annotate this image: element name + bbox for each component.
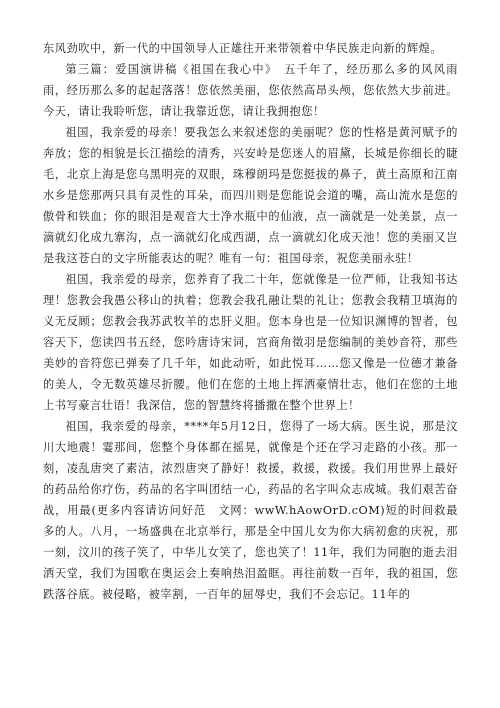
document-body: [43, 38, 458, 605]
paragraph-1: 东风劲吹中，新一代的中国领导人正雄往开来带领着中华民族走向新的辉煌。: [43, 42, 443, 55]
paragraph-3: 祖国，我亲爱的母亲！要我怎么来叙述您的美丽呢？您的性格是黄河赋予的奔放；您的相貌是长江描绘的清秀，兴安岭是您迷人的眉黛，长城是你细长的睫毛，北京上海是您乌黑明亮的双眼，珠穆朗玛是您挺拔的鼻子，黄土高原和江南水乡是您那两只具有灵性的耳朵，而四川则是您能说会道的嘴，高山流水是您的傲骨和铁血；你的眼泪是观音大士净水瓶中的仙液，点一滴就是一处美景，点一滴就幻化成九寨沟，点一滴就幻化成西湖，点一滴就幻化成天池！您的美丽又岂是我这苍白的文字所能表达的呢？唯有一句：祖国母亲，祝您美丽永驻！: [43, 126, 458, 265]
paragraph-5: 祖国，我亲爱的母亲，****年5月12日，您得了一场大病。医生说，那是汶川大地震！霎那间，您整个身体都在摇晃，就像是个还在学习走路的小孩。那一刻，凌乱唐突了素洁，浓烈唐突了静好！救援，救援，救援。我们用世界上最好的药品给你疗伤，药品的名字叫团结一心，药品的名字叫众志成城。我们艰苦奋战，用最(更多内容请访问好范 文网：wwW.hAowOrD.cOM)短的时间救最多的人。八月，一场盛典在北京举行，那是全中国儿女为你大病初愈的庆祝，那一刻，汶川的孩子笑了，中华儿女笑了，您也笑了！11年，我们为同胞的逝去泪洒天堂，我们为国歌在奥运会上奏响热泪盈眶。再往前数一百年，我的祖国，您跌落谷底。被侵略，被宰割，一百年的屈辱史，我们不会忘记。11年的: [43, 420, 458, 601]
paragraph-4: 祖国，我亲爱的母亲，您养育了我二十年，您就像是一位严师，让我知书达理！您教会我愚公移山的执着；您教会我孔融让梨的礼让；您教会我精卫填海的义无反顾；您教会我苏武牧羊的忠肝义胆。您本身也是一位知识渊博的智者，包容天下，您读四书五经，您吟唐诗宋词，宫商角徵羽是您编制的美妙音符，那些美妙的音符您已弹奏了几千年，如此动听，如此悦耳……您又像是一位德才兼备的美人，令无数英雄尽折腰。他们在您的土地上挥洒豪情壮志，他们在您的土地上书写豪言壮语！我深信，您的智慧终将播撒在整个世界上！: [43, 273, 458, 412]
paragraph-2: 第三篇：爱国演讲稿《祖国在我心中》 五千年了，经历那么多的风风雨雨，经历那么多的起起落落！您依然美丽，您依然高昂头颅，您依然大步前进。今天，请让我聆听您，请让我靠近您，请让我拥抱您！: [43, 63, 458, 118]
